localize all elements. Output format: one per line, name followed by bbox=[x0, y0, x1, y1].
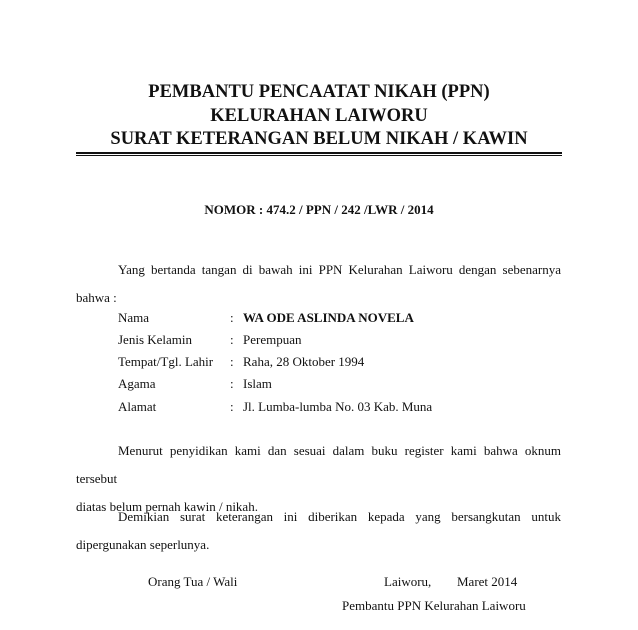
field-colon: : bbox=[230, 376, 234, 391]
guardian-label: Orang Tua / Wali bbox=[148, 574, 238, 589]
field-value: WA ODE ASLINDA NOVELA bbox=[243, 310, 414, 325]
field-value: Raha, 28 Oktober 1994 bbox=[243, 354, 365, 369]
signature-place: Laiworu, bbox=[384, 574, 432, 589]
header-rule-thick bbox=[76, 152, 562, 154]
closing-line1: Demikian surat keterangan ini diberikan kepada yang bersangkutan untuk bbox=[118, 509, 561, 524]
field-colon: : bbox=[230, 399, 234, 414]
statement-line1: Menurut penyidikan kami dan sesuai dalam buku register kami bahwa oknum tersebut bbox=[76, 443, 561, 486]
field-colon: : bbox=[230, 310, 234, 325]
field-label: Alamat bbox=[118, 399, 157, 414]
field-colon: : bbox=[230, 332, 234, 347]
field-label: Tempat/Tgl. Lahir bbox=[118, 354, 214, 369]
field-value: Jl. Lumba-lumba No. 03 Kab. Muna bbox=[243, 399, 433, 414]
field-value: Perempuan bbox=[243, 332, 302, 347]
signatory-title: Pembantu PPN Kelurahan Laiworu bbox=[342, 598, 526, 613]
header-title-line1: PEMBANTU PENCAATAT NIKAH (PPN) bbox=[148, 82, 490, 102]
document-number: NOMOR : 474.2 / PPN / 242 /LWR / 2014 bbox=[204, 202, 434, 217]
field-label: Agama bbox=[118, 376, 156, 391]
intro-paragraph bbox=[76, 256, 561, 312]
intro-line1: Yang bertanda tangan di bawah ini PPN Kelurahan Laiworu dengan sebenarnya bbox=[118, 262, 561, 277]
field-label: Jenis Kelamin bbox=[118, 332, 193, 347]
header-title-line3: SURAT KETERANGAN BELUM NIKAH / KAWIN bbox=[110, 129, 528, 149]
field-value: Islam bbox=[243, 376, 272, 391]
field-colon: : bbox=[230, 354, 234, 369]
statement-line2: diatas belum pernah kawin / nikah. bbox=[76, 499, 258, 514]
header-title-line2: KELURAHAN LAIWORU bbox=[210, 106, 428, 126]
field-label: Nama bbox=[118, 310, 150, 325]
intro-line2: bahwa : bbox=[76, 290, 117, 305]
closing-line2: dipergunakan seperlunya. bbox=[76, 537, 210, 552]
signature-date: Maret 2014 bbox=[457, 574, 518, 589]
closing-paragraph bbox=[76, 503, 561, 559]
header-rule-thin bbox=[76, 155, 562, 156]
